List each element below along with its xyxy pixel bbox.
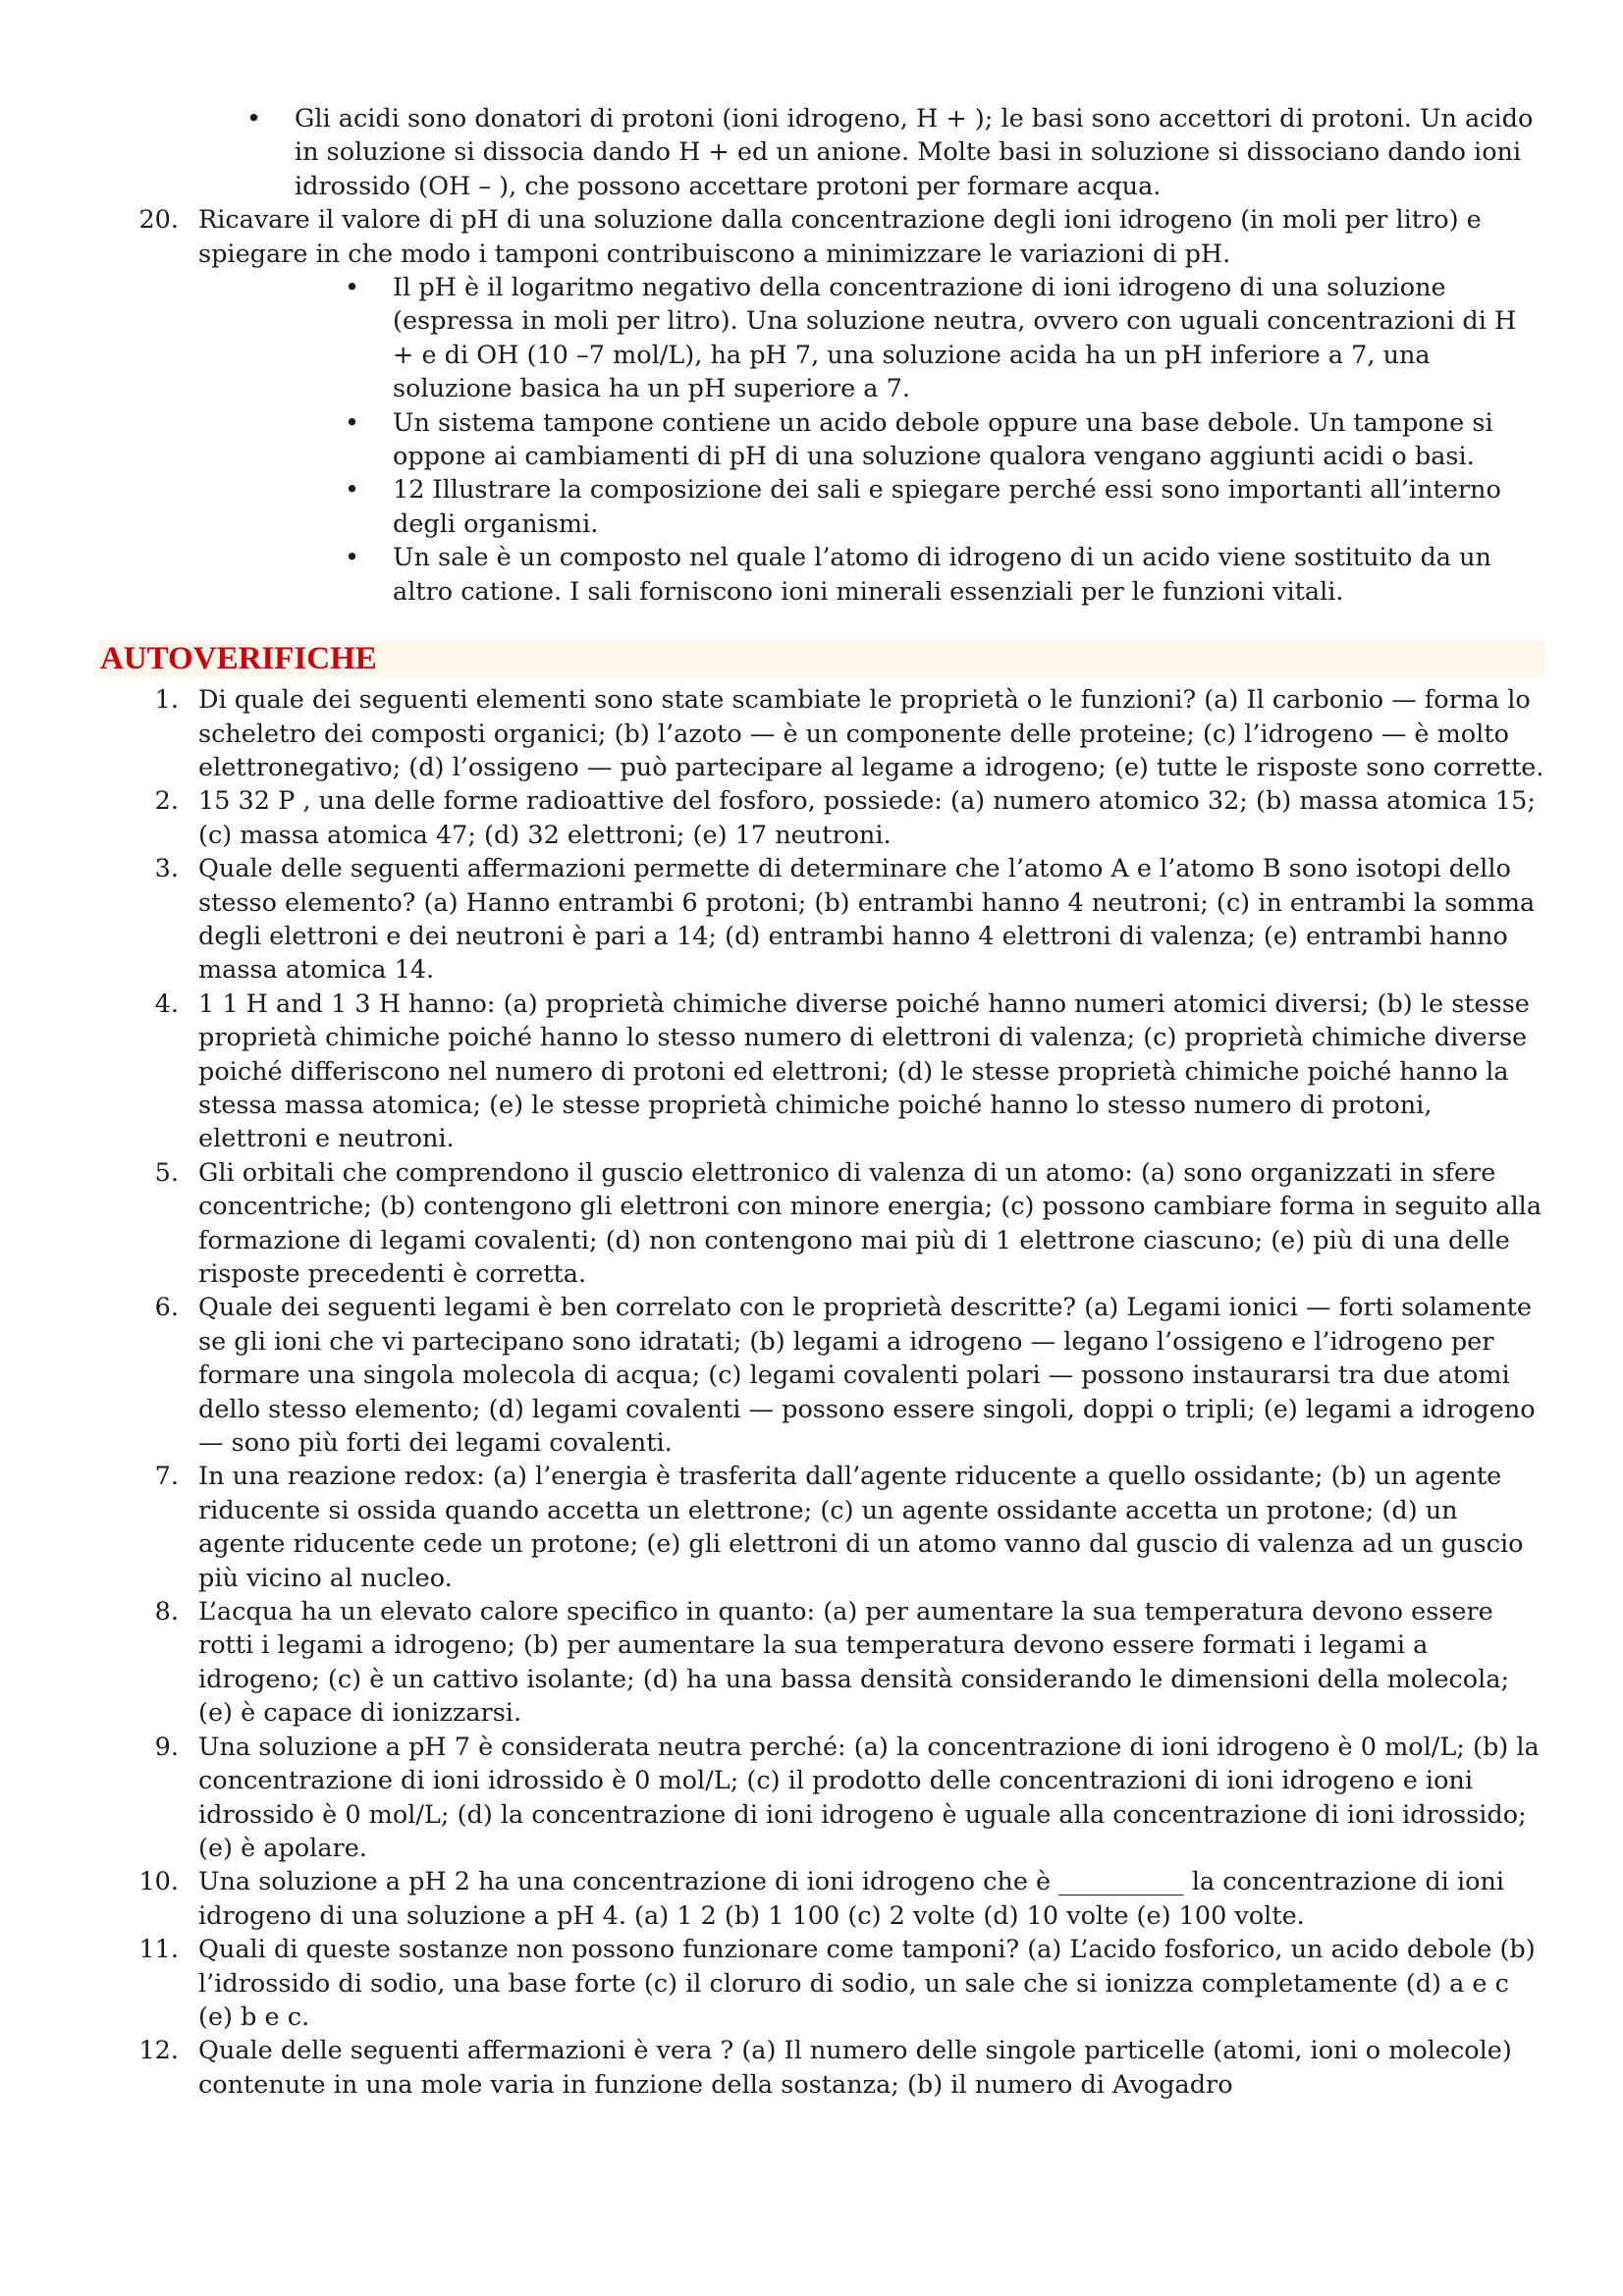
- question-text: Una soluzione a pH 2 ha una concentrazione di ioni idrogeno che è __________ la concentrazione di ioni idrogeno di una soluzione a pH 4. (a) 1 2 (b) 1 100 (c) 2 volte (d) 10 volte (e) 100 volte.: [198, 1867, 1505, 1931]
- question-text: Di quale dei seguenti elementi sono state scambiate le proprietà o le funzioni? (a) Il carbonio — forma lo scheletro dei composti organici; (b) l’azoto — è un componente delle proteine; (c) l’idrogeno — è molto elettronegativo; (d) l’ossigeno — può partecipare al legame a idrogeno; (e) tutte le risposte sono corrette.: [198, 685, 1544, 782]
- question-item: [98, 1291, 1544, 1460]
- question-item: [98, 784, 1544, 852]
- bullet-buffer: • Un sistema tampone contiene un acido debole oppure una base debole. Un tampone si oppone ai cambiamenti di pH di una soluzione qualora vengano aggiunti acidi o basi.: [393, 406, 1544, 474]
- bullet-salts-objective: • 12 Illustrare la composizione dei sali e spiegare perché essi sono importanti all’interno degli organismi.: [393, 473, 1544, 541]
- numbered-item-20: [98, 203, 1544, 271]
- question-number: 9.: [154, 1732, 179, 1762]
- question-number: 3.: [154, 854, 179, 884]
- item-text: Ricavare il valore di pH di una soluzione dalla concentrazione degli ioni idrogeno (in moli per litro) e spiegare in che modo i tamponi contribuiscono a minimizzare le variazioni di pH.: [198, 205, 1482, 269]
- question-item: [98, 1595, 1544, 1731]
- question-text: Quale delle seguenti affermazioni permette di determinare che l’atomo A e l’atomo B sono isotopi dello stesso elemento? (a) Hanno entrambi 6 protoni; (b) entrambi hanno 4 neutroni; (c) in entrambi la somma degli elettroni e dei neutroni è pari a 14; (d) entrambi hanno 4 elettroni di valenza; (e) entrambi hanno massa atomica 14.: [198, 854, 1536, 986]
- question-number: 7.: [154, 1462, 179, 1492]
- section-heading-bar: [98, 640, 1544, 677]
- question-text: L’acqua ha un elevato calore specifico in quanto: (a) per aumentare la sua temperatura devono essere rotti i legami a idrogeno; (b) per aumentare la sua temperatura devono essere formati i legami a idrogeno; (c) è un cattivo isolante; (d) ha una bassa densità considerando le dimensioni della molecola; (e) è capace di ionizzarsi.: [198, 1597, 1510, 1729]
- question-item: [98, 852, 1544, 988]
- question-number: 2.: [154, 786, 179, 817]
- question-item: [98, 1933, 1544, 2034]
- question-text: Una soluzione a pH 7 è considerata neutra perché: (a) la concentrazione di ioni idrogeno è 0 mol/L; (b) la concentrazione di ioni idrossido è 0 mol/L; (c) il prodotto delle concentrazioni di ioni idrogeno e ioni idrossido è 0 mol/L; (d) la concentrazione di ioni idrogeno è uguale alla concentrazione di ioni idrossido; (e) è apolare.: [198, 1732, 1540, 1863]
- bullet-ph-definition: • Il pH è il logaritmo negativo della concentrazione di ioni idrogeno di una soluzione (espressa in moli per litro). Una soluzione neutra, ovvero con uguali concentrazioni di H + e di OH (10 –7 mol/L), ha pH 7, una soluzione acida ha un pH inferiore a 7, una soluzione basica ha un pH superiore a 7.: [393, 271, 1544, 406]
- question-text: 15 32 P , una delle forme radioattive del fosforo, possiede: (a) numero atomico 32; (b) massa atomica 15; (c) massa atomica 47; (d) 32 elettroni; (e) 17 neutroni.: [198, 786, 1536, 850]
- question-number: 5.: [154, 1157, 179, 1188]
- question-number: 8.: [154, 1597, 179, 1628]
- question-text: In una reazione redox: (a) l’energia è trasferita dall’agente riducente a quello ossidante; (b) un agente riducente si ossida quando accetta un elettrone; (c) un agente ossidante accetta un protone; (d) un agente riducente cede un protone; (e) gli elettroni di un atomo vanno dal guscio di valenza ad un guscio più vicino al nucleo.: [198, 1462, 1524, 1593]
- question-number: 1.: [154, 685, 179, 716]
- question-number: 4.: [154, 988, 179, 1019]
- question-item: [98, 683, 1544, 784]
- question-number: 6.: [154, 1293, 179, 1323]
- bullet-acids-bases: • Gli acidi sono donatori di protoni (ioni idrogeno, H + ); le basi sono accettori di protoni. Un acido in soluzione si dissocia dando H + ed un anione. Molte basi in soluzione si dissociano dando ioni idrossido (OH – ), che possono accettare protoni per formare acqua.: [295, 102, 1544, 203]
- question-item: [98, 988, 1544, 1156]
- question-item: [98, 1460, 1544, 1595]
- intro-bullet-list: [98, 102, 1544, 203]
- item-number: 20.: [138, 205, 179, 236]
- question-number: 12.: [138, 2036, 179, 2066]
- question-text: 1 1 H and 1 3 H hanno: (a) proprietà chimiche diverse poiché hanno numeri atomici diversi; (b) le stesse proprietà chimiche poiché hanno lo stesso numero di elettroni di valenza; (c) proprietà chimiche diverse poiché differiscono nel numero di protoni ed elettroni; (d) le stesse proprietà chimiche poiché hanno la stessa massa atomica; (e) le stesse proprietà chimiche poiché hanno lo stesso numero di protoni, elettroni e neutroni.: [198, 988, 1530, 1154]
- question-text: Quale dei seguenti legami è ben correlato con le proprietà descritte? (a) Legami ionici — forti solamente se gli ioni che vi partecipano sono idratati; (b) legami a idrogeno — legano l’ossigeno e l’idrogeno per formare una singola molecola di acqua; (c) legami covalenti polari — possono instaurarsi tra due atomi dello stesso elemento; (d) legami covalenti — possono essere singoli, doppi o tripli; (e) legami a idrogeno — sono più forti dei legami covalenti.: [198, 1293, 1536, 1459]
- question-number: 10.: [138, 1867, 179, 1897]
- section-heading: AUTOVERIFICHE: [100, 641, 377, 677]
- question-item: [98, 1731, 1544, 1866]
- question-item: [98, 1156, 1544, 1292]
- question-item: [98, 2034, 1544, 2102]
- bullet-salt-definition: • Un sale è un composto nel quale l’atomo di idrogeno di un acido viene sostituito da un altro catione. I sali forniscono ioni minerali essenziali per le funzioni vitali.: [393, 541, 1544, 609]
- question-text: Quali di queste sostanze non possono funzionare come tamponi? (a) L’acido fosforico, un acido debole (b) l’idrossido di sodio, una base forte (c) il cloruro di sodio, un sale che si ionizza completamente (d) a e c (e) b e c.: [198, 1935, 1536, 2032]
- question-item: [98, 1865, 1544, 1933]
- question-text: Quale delle seguenti affermazioni è vera ? (a) Il numero delle singole particelle (atomi, ioni o molecole) contenute in una mole varia in funzione della sostanza; (b) il numero di Avogadro: [198, 2036, 1512, 2100]
- question-text: Gli orbitali che comprendono il guscio elettronico di valenza di un atomo: (a) sono organizzati in sfere concentriche; (b) contengono gli elettroni con minore energia; (c) possono cambiare forma in seguito alla formazione di legami covalenti; (d) non contengono mai più di 1 elettrone ciascuno; (e) più di una delle risposte precedenti è corretta.: [198, 1157, 1542, 1289]
- question-number: 11.: [138, 1935, 179, 1965]
- ph-bullet-list: [98, 271, 1544, 609]
- question-list: [98, 683, 1544, 2102]
